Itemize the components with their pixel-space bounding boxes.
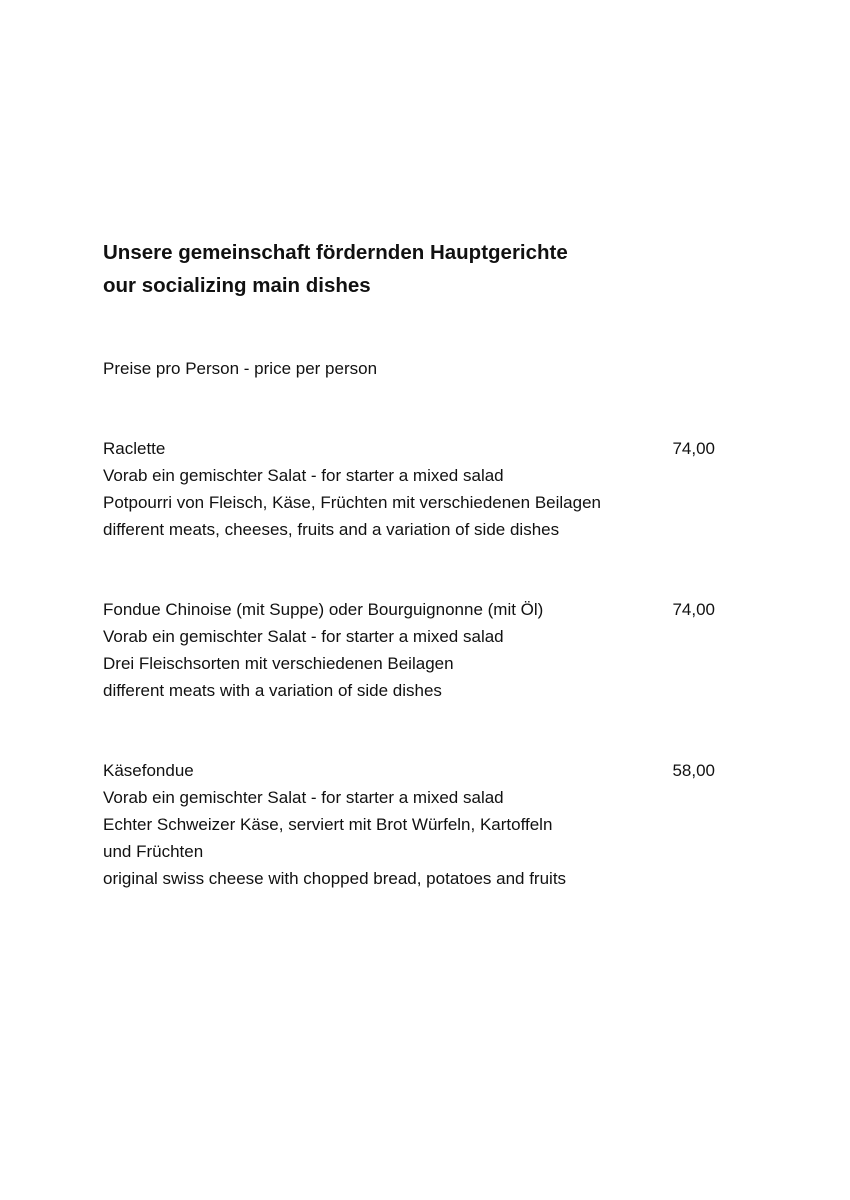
price-note: Preise pro Person - price per person	[103, 359, 378, 378]
dish-price: 74,00	[672, 600, 715, 619]
heading-german: Unsere gemeinschaft fördernden Hauptgerichte	[103, 241, 568, 264]
dish-description-line: Vorab ein gemischter Salat - for starter a mixed salad	[103, 627, 504, 646]
dish-price: 74,00	[672, 439, 715, 458]
dish-name: Fondue Chinoise (mit Suppe) oder Bourguignonne (mit Öl)	[103, 600, 544, 619]
dish-description-line: Vorab ein gemischter Salat - for starter a mixed salad	[103, 788, 504, 807]
dish-fondue-chinoise	[103, 596, 715, 704]
heading-english: our socializing main dishes	[103, 274, 371, 297]
dish-description-line: Vorab ein gemischter Salat - for starter a mixed salad	[103, 466, 504, 485]
dish-name: Käsefondue	[103, 761, 194, 780]
dish-name: Raclette	[103, 439, 166, 458]
dish-description-line: Potpourri von Fleisch, Käse, Früchten mit verschiedenen Beilagen	[103, 493, 601, 512]
dish-kaesefondue	[103, 757, 715, 892]
dish-price: 58,00	[672, 761, 715, 780]
dish-description-line: und Früchten	[103, 842, 204, 861]
dish-raclette	[103, 435, 715, 543]
dish-description-line: Echter Schweizer Käse, serviert mit Brot Würfeln, Kartoffeln	[103, 815, 553, 834]
section-heading	[103, 236, 743, 302]
dish-description-line: different meats with a variation of side dishes	[103, 681, 442, 700]
dish-description-line: different meats, cheeses, fruits and a variation of side dishes	[103, 520, 560, 539]
dish-description-line: Drei Fleischsorten mit verschiedenen Beilagen	[103, 654, 454, 673]
dish-description-line: original swiss cheese with chopped bread, potatoes and fruits	[103, 869, 567, 888]
